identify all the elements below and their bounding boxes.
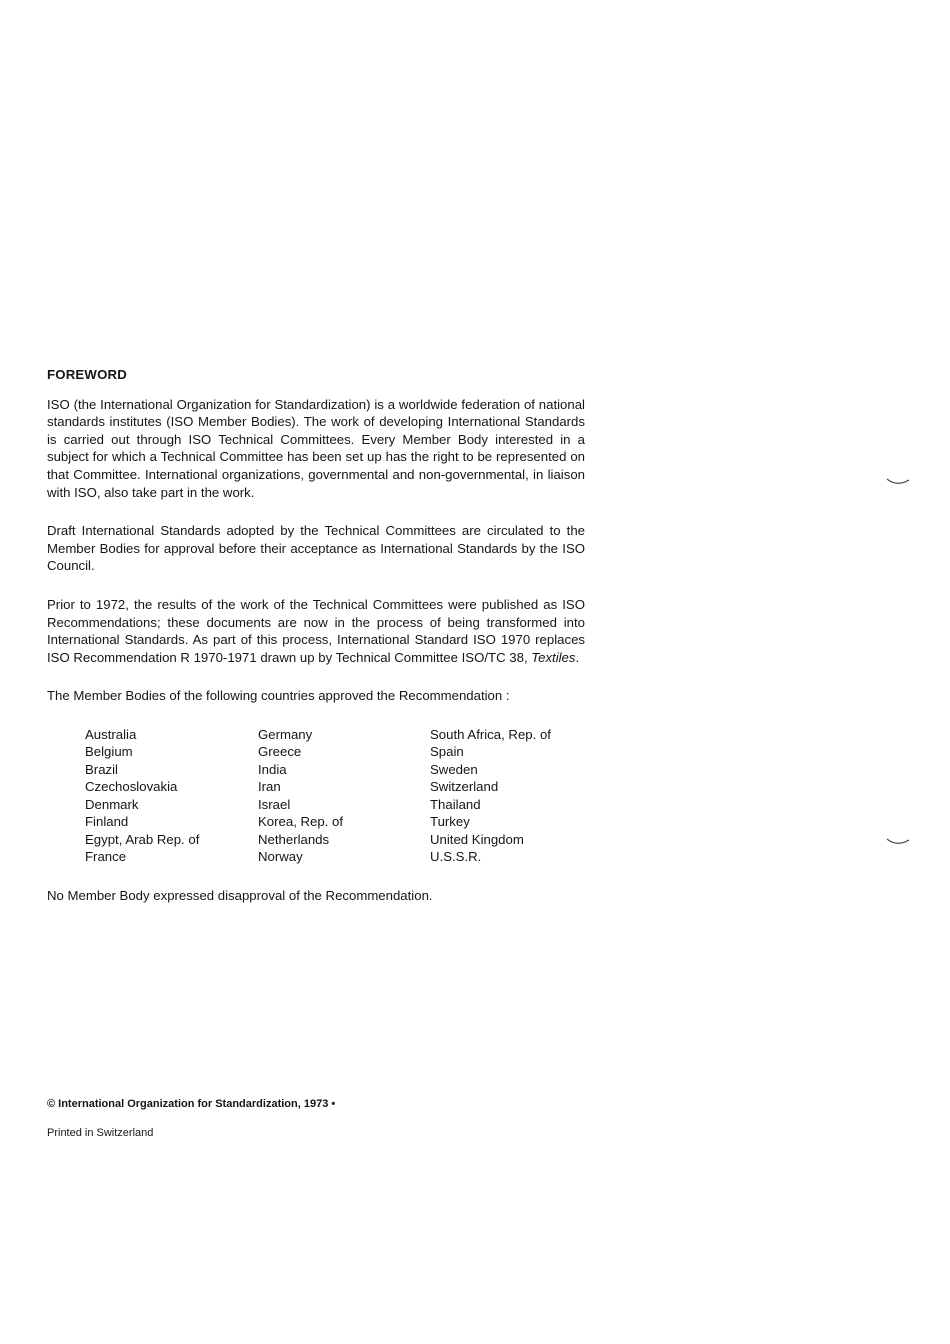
copyright-notice: © International Organization for Standardization, 1973 • [47,1098,336,1110]
approval-intro: The Member Bodies of the following countries approved the Recommendation : [47,688,510,704]
country-item: Brazil [85,761,118,777]
country-item: U.S.S.R. [430,849,482,865]
countries-column-3 [430,726,585,866]
country-item: Iran [258,779,281,795]
country-item: India [258,761,287,777]
printed-location: Printed in Switzerland [47,1127,154,1139]
country-item: Australia [85,726,137,742]
country-item: Thailand [430,796,481,812]
foreword-paragraph-3 [47,596,585,666]
country-item: Finland [85,814,129,830]
country-item: Spain [430,744,464,760]
country-item: Sweden [430,761,478,777]
closing-statement: No Member Body expressed disapproval of the Recommendation. [47,887,433,903]
country-item: South Africa, Rep. of [430,726,551,742]
foreword-heading: FOREWORD [47,367,127,382]
country-item: Israel [258,796,291,812]
country-item: Egypt, Arab Rep. of [85,831,200,847]
paragraph-3-text: Prior to 1972, the results of the work of the Technical Committees were published as ISO Recommendations; these documents are now in the process of being transformed into International Standards. As part of this process, International Standard ISO 1970 replaces ISO Recommendation R 1970-1971 drawn up by Technical Committee ISO/TC 38, [47,596,585,665]
countries-column-2 [258,726,430,866]
approving-countries-list [85,726,585,866]
countries-column-1 [85,726,258,866]
country-item: Czechoslovakia [85,779,178,795]
country-item: Germany [258,726,313,742]
foreword-section [47,366,585,905]
country-item: Norway [258,849,303,865]
country-item: Greece [258,744,302,760]
margin-tick-mark [885,836,911,848]
country-item: Switzerland [430,779,499,795]
foreword-paragraph-1: ISO (the International Organization for Standardization) is a worldwide federation of national standards institutes (ISO Member Bodies). The work of developing International Standards is carried out through ISO Technical Committees. Every Member Body interested in a subject for which a Technical Committee has been set up has the right to be represented on that Committee. International organizations, governmental and non-governmental, in liaison with ISO, also take part in the work. [47,396,585,500]
country-item: Korea, Rep. of [258,814,344,830]
country-item: United Kingdom [430,831,524,847]
country-item: Netherlands [258,831,330,847]
margin-tick-mark [885,476,911,488]
paragraph-3-end: . [575,649,580,665]
country-item: France [85,849,127,865]
committee-title: Textiles [531,649,576,665]
country-item: Denmark [85,796,139,812]
country-item: Belgium [85,744,133,760]
foreword-paragraph-2: Draft International Standards adopted by the Technical Committees are circulated to the Member Bodies for approval before their acceptance as International Standards by the ISO Council. [47,523,585,574]
country-item: Turkey [430,814,470,830]
